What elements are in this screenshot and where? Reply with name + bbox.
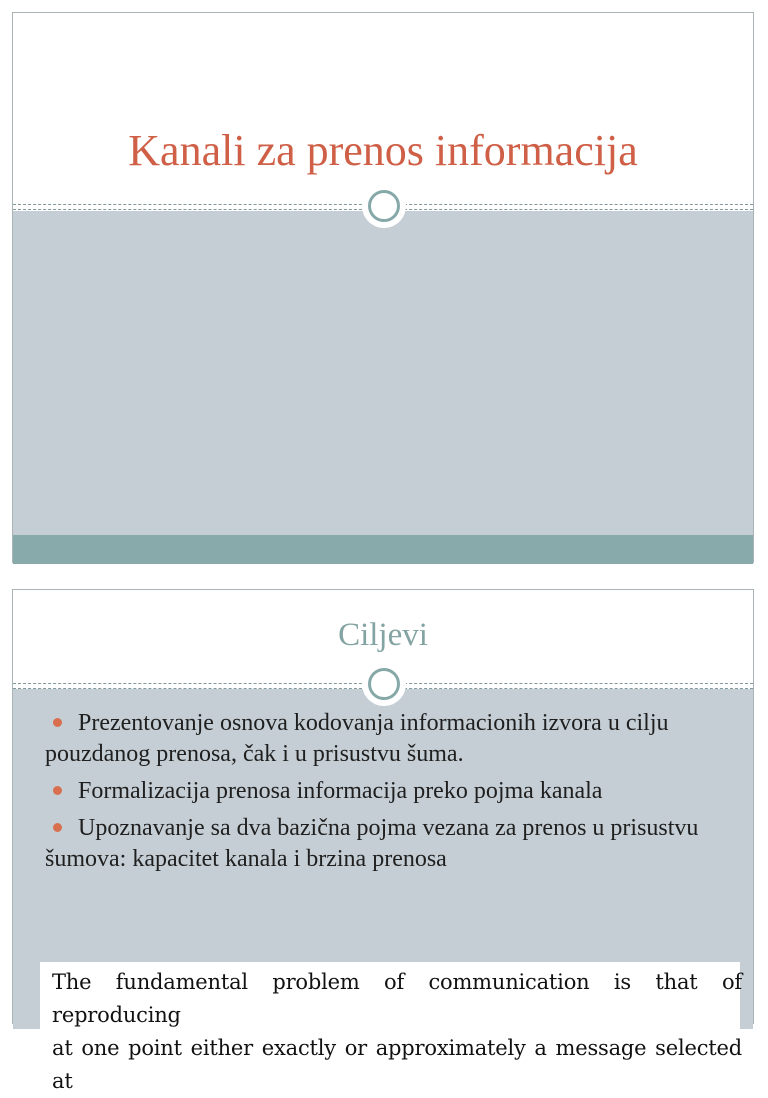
list-item: [45, 776, 735, 807]
quote-text: [52, 966, 742, 1098]
content-slide: [12, 589, 754, 1093]
bullet-dot-icon: [53, 718, 62, 727]
title-slide-heading: Kanali za prenos informacija: [128, 126, 638, 175]
quote-image: [40, 962, 742, 1093]
title-slide-body: [13, 211, 753, 535]
footer-band: [13, 535, 753, 564]
bullet-text: Prezentovanje osnova kodovanja informacionih izvora u cilju pouzdanog prenosa, čak i u prisustvu šuma.: [45, 710, 669, 767]
bullet-dot-icon: [53, 786, 62, 795]
title-slide: [12, 12, 754, 563]
bullet-list: [45, 708, 735, 881]
content-slide-heading: Ciljevi: [338, 617, 428, 653]
bullet-text: Formalizacija prenosa informacija preko pojma kanala: [78, 778, 603, 804]
list-item: [45, 708, 735, 770]
bullet-dot-icon: [53, 823, 62, 832]
bullet-text: Upoznavanje sa dva bazična pojma vezana za prenos u prisustvu šumova: kapacitet kanala i brzina prenosa: [45, 815, 699, 872]
list-item: [45, 813, 735, 875]
circle-ornament-icon: [362, 184, 406, 228]
quote-line: The fundamental problem of communication is that of reproducing: [52, 970, 742, 1027]
quote-line: at one point either exactly or approximately a message selected at: [52, 1036, 742, 1093]
circle-ornament-icon: [362, 662, 406, 706]
